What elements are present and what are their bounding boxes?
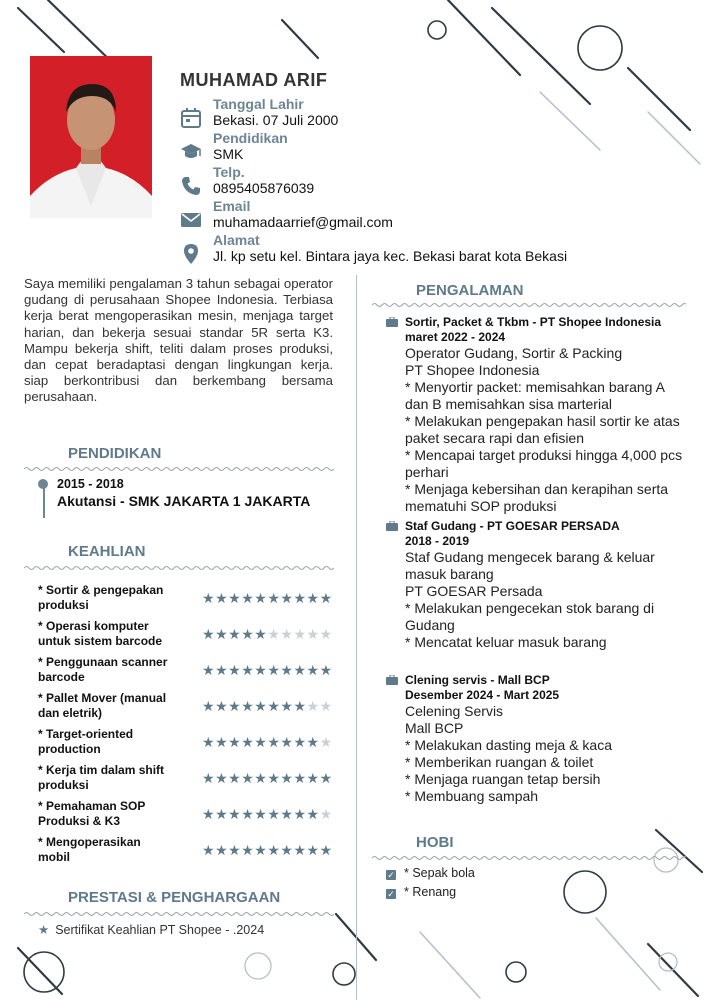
hobby-item: ✓ * Renang xyxy=(387,885,457,899)
rating-star-icon: ★ xyxy=(267,698,281,714)
rating-star-icon: ★ xyxy=(241,734,255,750)
rating-star-icon: ★ xyxy=(306,662,320,678)
job-date: maret 2022 - 2024 xyxy=(405,330,506,344)
education-years: 2015 - 2018 xyxy=(57,477,124,491)
experience-divider xyxy=(372,302,686,308)
rating-star-icon: ★ xyxy=(319,590,333,606)
candidate-name: MUHAMAD ARIF xyxy=(180,70,328,90)
rating-star-icon: ★ xyxy=(202,842,216,858)
hobby-divider xyxy=(372,855,686,861)
skill-item xyxy=(38,691,338,727)
phone-icon xyxy=(180,175,202,197)
rating-star-icon: ★ xyxy=(293,734,307,750)
rating-star-icon: ★ xyxy=(241,842,255,858)
skill-item xyxy=(38,655,338,691)
rating-star-icon: ★ xyxy=(280,734,294,750)
job-role: Staf Gudang mengecek barang & keluar masuk barang xyxy=(405,549,655,582)
skill-rating xyxy=(202,626,333,643)
job-title: Staf Gudang - PT GOESAR PERSADA xyxy=(386,519,686,534)
rating-star-icon: ★ xyxy=(293,806,307,822)
info-email xyxy=(180,198,660,232)
education-divider xyxy=(24,466,334,472)
rating-star-icon: ★ xyxy=(293,770,307,786)
job-role: Operator Gudang, Sortir & Packing xyxy=(405,345,623,361)
rating-star-icon: ★ xyxy=(215,806,229,822)
rating-star-icon: ★ xyxy=(280,626,294,642)
rating-star-icon: ★ xyxy=(306,806,320,822)
job-company: PT GOESAR Persada xyxy=(405,583,543,599)
rating-star-icon: ★ xyxy=(293,662,307,678)
info-value: muhamadaarrief@gmail.com xyxy=(213,214,393,230)
skill-rating xyxy=(202,806,333,823)
experience-item xyxy=(386,519,686,651)
graduation-cap-icon xyxy=(180,141,202,163)
checkbox-icon: ✓ xyxy=(387,889,395,899)
job-bullet: * Membuang sampah xyxy=(405,788,539,804)
info-value: Bekasi. 07 Juli 2000 xyxy=(213,112,339,128)
rating-star-icon: ★ xyxy=(241,590,255,606)
rating-star-icon: ★ xyxy=(202,806,216,822)
rating-star-icon: ★ xyxy=(228,734,242,750)
hobby-item: ✓ * Sepak bola xyxy=(387,866,475,880)
rating-star-icon: ★ xyxy=(241,770,255,786)
info-label: Email xyxy=(213,198,251,214)
skill-name: * Penggunaan scanner barcode xyxy=(38,655,168,684)
info-birth xyxy=(180,96,660,130)
skill-rating xyxy=(202,842,333,859)
job-bullet: * Mencapai target produksi hingga 4,000 pcs perhari xyxy=(405,447,683,480)
rating-star-icon: ★ xyxy=(306,734,320,750)
rating-star-icon: ★ xyxy=(202,662,216,678)
rating-star-icon: ★ xyxy=(319,662,333,678)
rating-star-icon: ★ xyxy=(306,626,320,642)
rating-star-icon: ★ xyxy=(241,698,255,714)
timeline-line xyxy=(43,484,45,518)
rating-star-icon: ★ xyxy=(306,842,320,858)
rating-star-icon: ★ xyxy=(228,842,242,858)
rating-star-icon: ★ xyxy=(228,770,242,786)
rating-star-icon: ★ xyxy=(202,626,216,642)
mail-icon xyxy=(180,209,202,231)
rating-star-icon: ★ xyxy=(293,590,307,606)
rating-star-icon: ★ xyxy=(215,698,229,714)
awards-divider xyxy=(24,911,334,917)
job-title: Sortir, Packet & Tkbm - PT Shopee Indonesia xyxy=(386,315,686,330)
rating-star-icon: ★ xyxy=(319,842,333,858)
rating-star-icon: ★ xyxy=(280,590,294,606)
skill-name: * Mengoperasikan mobil xyxy=(38,835,141,864)
skill-name: * Operasi komputer untuk sistem barcode xyxy=(38,619,163,648)
rating-star-icon: ★ xyxy=(228,662,242,678)
rating-star-icon: ★ xyxy=(267,626,281,642)
rating-star-icon: ★ xyxy=(202,590,216,606)
job-company: Mall BCP xyxy=(405,720,464,736)
rating-star-icon: ★ xyxy=(280,770,294,786)
rating-star-icon: ★ xyxy=(280,806,294,822)
award-item: ★ Sertifikat Keahlian PT Shopee - .2024 xyxy=(38,923,265,937)
rating-star-icon: ★ xyxy=(202,770,216,786)
rating-star-icon: ★ xyxy=(228,590,242,606)
rating-star-icon: ★ xyxy=(241,626,255,642)
skill-rating xyxy=(202,698,333,715)
rating-star-icon: ★ xyxy=(267,734,281,750)
job-bullet: * Menjaga ruangan tetap bersih xyxy=(405,771,601,787)
rating-star-icon: ★ xyxy=(306,698,320,714)
briefcase-icon xyxy=(386,675,398,685)
awards-heading: PRESTASI & PENGHARGAAN xyxy=(68,889,281,906)
skills-heading: KEAHLIAN xyxy=(68,543,146,560)
job-date: Desember 2024 - Mart 2025 xyxy=(405,688,560,702)
info-phone xyxy=(180,164,660,198)
profile-summary: Saya memiliki pengalaman 3 tahun sebagai operator gudang di perusahaan Shopee Indonesia. Terbiasa kerja berat mengoperasikan mesin, menjaga target harian, dan bekerja sesuai standar 5R serta K3. Mampu bekerja shift, teliti dalam proses produksi, dan cepat beradaptasi dengan lingkungan kerja. siap berkontribusi dan berkembang bersama perusahaan. xyxy=(24,276,333,405)
rating-star-icon: ★ xyxy=(254,806,268,822)
rating-star-icon: ★ xyxy=(267,590,281,606)
rating-star-icon: ★ xyxy=(267,770,281,786)
info-value: Jl. kp setu kel. Bintara jaya kec. Bekasi barat kota Bekasi xyxy=(213,248,568,264)
rating-star-icon: ★ xyxy=(280,698,294,714)
checkbox-icon: ✓ xyxy=(387,870,395,880)
job-title: Clening servis - Mall BCP xyxy=(386,673,686,688)
experience-item xyxy=(386,315,686,515)
skill-item xyxy=(38,799,338,835)
rating-star-icon: ★ xyxy=(319,770,333,786)
job-bullet: * Melakukan pengepakan hasil sortir ke atas paket secara rapi dan efisien xyxy=(405,413,680,446)
rating-star-icon: ★ xyxy=(280,842,294,858)
skills-divider xyxy=(24,565,334,571)
rating-star-icon: ★ xyxy=(202,698,216,714)
info-label: Tanggal Lahir xyxy=(213,96,304,112)
info-address xyxy=(180,232,660,266)
job-bullet: * Memberikan ruangan & toilet xyxy=(405,754,594,770)
job-bullet: * Mencatat keluar masuk barang xyxy=(405,634,607,650)
profile-photo-illustration xyxy=(30,56,152,218)
column-divider xyxy=(356,275,357,1000)
rating-star-icon: ★ xyxy=(241,806,255,822)
skill-name: * Sortir & pengepakan produksi xyxy=(38,583,164,612)
education-school: Akutansi - SMK JAKARTA 1 JAKARTA xyxy=(57,493,311,509)
briefcase-icon xyxy=(386,317,398,327)
rating-star-icon: ★ xyxy=(254,842,268,858)
rating-star-icon: ★ xyxy=(306,770,320,786)
skill-item xyxy=(38,835,338,871)
rating-star-icon: ★ xyxy=(267,662,281,678)
rating-star-icon: ★ xyxy=(254,770,268,786)
rating-star-icon: ★ xyxy=(228,698,242,714)
skill-name: * Kerja tim dalam shift produksi xyxy=(38,763,165,792)
hobby-heading: HOBI xyxy=(416,834,454,851)
info-education xyxy=(180,130,660,164)
skill-item xyxy=(38,583,338,619)
job-bullet: * Melakukan dasting meja & kaca xyxy=(405,737,612,753)
job-bullet: * Menjaga kebersihan dan kerapihan serta mematuhi SOP produksi xyxy=(405,481,669,514)
skill-item xyxy=(38,619,338,655)
rating-star-icon: ★ xyxy=(280,662,294,678)
rating-star-icon: ★ xyxy=(202,734,216,750)
job-bullet: * Melakukan pengecekan stok barang di Gudang xyxy=(405,600,655,633)
rating-star-icon: ★ xyxy=(293,698,307,714)
skill-item xyxy=(38,727,338,763)
education-heading: PENDIDIKAN xyxy=(68,445,162,462)
info-label: Alamat xyxy=(213,232,260,248)
briefcase-icon xyxy=(386,521,398,531)
rating-star-icon: ★ xyxy=(254,590,268,606)
rating-star-icon: ★ xyxy=(215,770,229,786)
rating-star-icon: ★ xyxy=(254,626,268,642)
profile-photo xyxy=(30,56,152,218)
skill-rating xyxy=(202,770,333,787)
info-value: 0895405876039 xyxy=(213,180,315,196)
rating-star-icon: ★ xyxy=(254,698,268,714)
rating-star-icon: ★ xyxy=(293,626,307,642)
rating-star-icon: ★ xyxy=(319,698,333,714)
rating-star-icon: ★ xyxy=(215,734,229,750)
rating-star-icon: ★ xyxy=(215,662,229,678)
rating-star-icon: ★ xyxy=(293,842,307,858)
job-date: 2018 - 2019 xyxy=(405,534,470,548)
timeline-dot xyxy=(38,479,48,489)
rating-star-icon: ★ xyxy=(228,806,242,822)
info-label: Pendidikan xyxy=(213,130,288,146)
skill-rating xyxy=(202,590,333,607)
rating-star-icon: ★ xyxy=(228,626,242,642)
job-role: Celening Servis xyxy=(405,703,504,719)
experience-item xyxy=(386,673,686,805)
rating-star-icon: ★ xyxy=(319,734,333,750)
info-value: SMK xyxy=(213,146,244,162)
rating-star-icon: ★ xyxy=(215,626,229,642)
info-label: Telp. xyxy=(213,164,245,180)
skill-rating xyxy=(202,662,333,679)
location-pin-icon xyxy=(180,243,202,265)
skill-name: * Pallet Mover (manual dan eletrik) xyxy=(38,691,167,720)
rating-star-icon: ★ xyxy=(241,662,255,678)
rating-star-icon: ★ xyxy=(306,590,320,606)
rating-star-icon: ★ xyxy=(215,590,229,606)
job-bullet: * Menyortir packet: memisahkan barang A dan B memisahkan sisa marterial xyxy=(405,379,665,412)
rating-star-icon: ★ xyxy=(254,734,268,750)
star-icon: ★ xyxy=(38,923,50,937)
rating-star-icon: ★ xyxy=(319,806,333,822)
skill-item xyxy=(38,763,338,799)
rating-star-icon: ★ xyxy=(319,626,333,642)
job-company: PT Shopee Indonesia xyxy=(405,362,540,378)
rating-star-icon: ★ xyxy=(267,842,281,858)
rating-star-icon: ★ xyxy=(254,662,268,678)
skill-rating xyxy=(202,734,333,751)
experience-heading: PENGALAMAN xyxy=(416,282,524,299)
calendar-icon xyxy=(180,107,202,129)
rating-star-icon: ★ xyxy=(215,842,229,858)
rating-star-icon: ★ xyxy=(267,806,281,822)
skill-name: * Pemahaman SOP Produksi & K3 xyxy=(38,799,146,828)
skill-name: * Target-oriented production xyxy=(38,727,134,756)
